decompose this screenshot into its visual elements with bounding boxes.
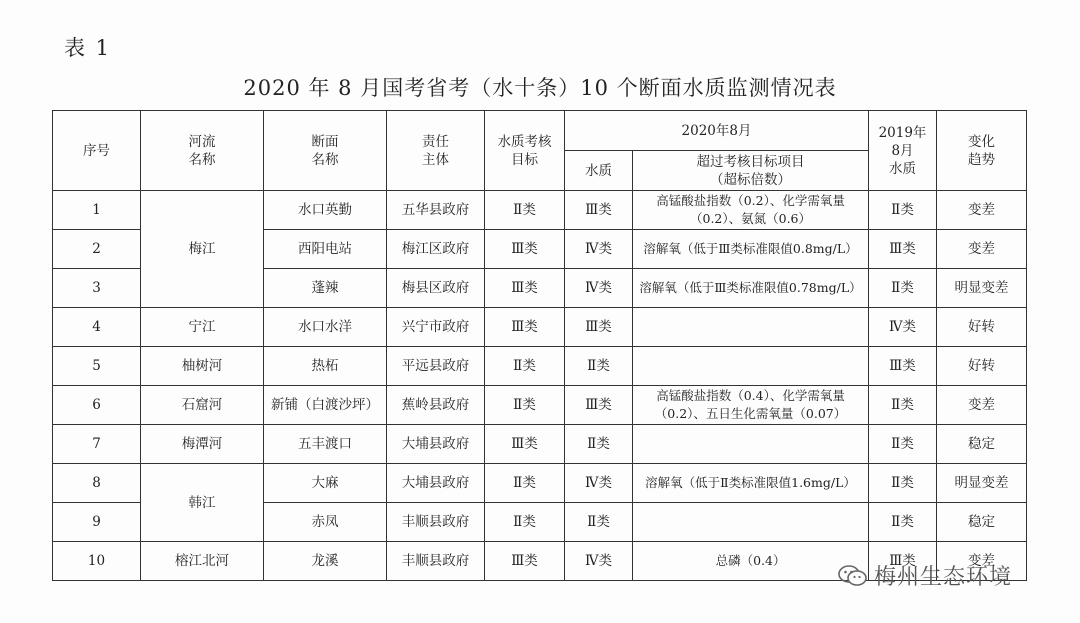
cell-quality: Ⅲ类 xyxy=(565,386,633,425)
cell-target: Ⅲ类 xyxy=(485,269,565,308)
cell-quality: Ⅳ类 xyxy=(565,269,633,308)
cell-2019: Ⅲ类 xyxy=(869,347,937,386)
cell-target: Ⅱ类 xyxy=(485,191,565,230)
table-row xyxy=(53,464,1027,503)
header-river: 河流 名称 xyxy=(141,111,264,191)
cell-river: 韩江 xyxy=(141,464,264,542)
cell-exceed: 溶解氧（低于Ⅲ类标准限值0.8mg/L） xyxy=(633,230,869,269)
header-responsible: 责任 主体 xyxy=(387,111,485,191)
cell-river: 石窟河 xyxy=(141,386,264,425)
cell-trend: 好转 xyxy=(937,308,1027,347)
cell-2019: Ⅱ类 xyxy=(869,269,937,308)
cell-section: 蓬辣 xyxy=(264,269,387,308)
cell-quality: Ⅳ类 xyxy=(565,230,633,269)
header-aug2020: 2020年8月 xyxy=(565,111,869,151)
cell-2019: Ⅱ类 xyxy=(869,503,937,542)
cell-no: 4 xyxy=(53,308,141,347)
cell-trend: 变差 xyxy=(937,386,1027,425)
cell-2019: Ⅱ类 xyxy=(869,425,937,464)
cell-exceed xyxy=(633,308,869,347)
cell-quality: Ⅲ类 xyxy=(565,308,633,347)
cell-quality: Ⅱ类 xyxy=(565,503,633,542)
cell-river: 梅潭河 xyxy=(141,425,264,464)
cell-trend: 稳定 xyxy=(937,503,1027,542)
cell-responsible: 丰顺县政府 xyxy=(387,503,485,542)
cell-no: 6 xyxy=(53,386,141,425)
cell-no: 1 xyxy=(53,191,141,230)
cell-exceed: 溶解氧（低于Ⅱ类标准限值1.6mg/L） xyxy=(633,464,869,503)
cell-trend: 好转 xyxy=(937,347,1027,386)
cell-no: 3 xyxy=(53,269,141,308)
cell-exceed xyxy=(633,347,869,386)
cell-2019: Ⅱ类 xyxy=(869,191,937,230)
cell-section: 大麻 xyxy=(264,464,387,503)
header-row-1 xyxy=(53,111,1027,151)
cell-target: Ⅲ类 xyxy=(485,230,565,269)
cell-responsible: 平远县政府 xyxy=(387,347,485,386)
cell-exceed: 高锰酸盐指数（0.4）、化学需氧量（0.2）、五日生化需氧量（0.07） xyxy=(633,386,869,425)
cell-responsible: 蕉岭县政府 xyxy=(387,386,485,425)
cell-section: 热柘 xyxy=(264,347,387,386)
watermark-text: 梅州生态环境 xyxy=(874,565,1013,590)
cell-trend: 变差 xyxy=(937,191,1027,230)
cell-exceed: 高锰酸盐指数（0.2）、化学需氧量（0.2）、氨氮（0.6） xyxy=(633,191,869,230)
cell-quality: Ⅱ类 xyxy=(565,347,633,386)
cell-2019: Ⅱ类 xyxy=(869,386,937,425)
cell-no: 2 xyxy=(53,230,141,269)
cell-river: 宁江 xyxy=(141,308,264,347)
cell-responsible: 五华县政府 xyxy=(387,191,485,230)
cell-section: 五丰渡口 xyxy=(264,425,387,464)
cell-target: Ⅱ类 xyxy=(485,503,565,542)
cell-quality: Ⅲ类 xyxy=(565,191,633,230)
header-trend: 变化 趋势 xyxy=(937,111,1027,191)
cell-quality: Ⅳ类 xyxy=(565,542,633,581)
water-quality-table xyxy=(52,110,1027,581)
cell-exceed xyxy=(633,503,869,542)
cell-trend: 明显变差 xyxy=(937,464,1027,503)
table-row xyxy=(53,308,1027,347)
header-seq: 序号 xyxy=(53,111,141,191)
cell-no: 7 xyxy=(53,425,141,464)
cell-responsible: 丰顺县政府 xyxy=(387,542,485,581)
cell-section: 西阳电站 xyxy=(264,230,387,269)
document-title: 2020 年 8 月国考省考（水十条）10 个断面水质监测情况表 xyxy=(243,76,837,100)
header-2019: 2019年 8月 水质 xyxy=(869,111,937,191)
cell-no: 9 xyxy=(53,503,141,542)
cell-section: 新铺（白渡沙坪） xyxy=(264,386,387,425)
cell-no: 5 xyxy=(53,347,141,386)
cell-section: 赤凤 xyxy=(264,503,387,542)
cell-trend: 变差 xyxy=(937,542,1027,581)
cell-trend: 稳定 xyxy=(937,425,1027,464)
cell-2019: Ⅳ类 xyxy=(869,308,937,347)
table-row xyxy=(53,347,1027,386)
cell-2019: Ⅲ类 xyxy=(869,230,937,269)
cell-river: 榕江北河 xyxy=(141,542,264,581)
cell-target: Ⅲ类 xyxy=(485,542,565,581)
cell-exceed: 溶解氧（低于Ⅲ类标准限值0.78mg/L） xyxy=(633,269,869,308)
cell-target: Ⅱ类 xyxy=(485,347,565,386)
cell-target: Ⅱ类 xyxy=(485,464,565,503)
cell-no: 10 xyxy=(53,542,141,581)
cell-trend: 变差 xyxy=(937,230,1027,269)
cell-target: Ⅱ类 xyxy=(485,386,565,425)
header-exceed: 超过考核目标项目 （超标倍数） xyxy=(633,151,869,191)
cell-responsible: 梅县区政府 xyxy=(387,269,485,308)
header-section: 断面 名称 xyxy=(264,111,387,191)
cell-quality: Ⅳ类 xyxy=(565,464,633,503)
table-label: 表 1 xyxy=(64,36,112,60)
header-target: 水质考核 目标 xyxy=(485,111,565,191)
table-row xyxy=(53,425,1027,464)
cell-responsible: 兴宁市政府 xyxy=(387,308,485,347)
cell-target: Ⅲ类 xyxy=(485,308,565,347)
cell-section: 水口英勤 xyxy=(264,191,387,230)
cell-river: 柚树河 xyxy=(141,347,264,386)
header-quality: 水质 xyxy=(565,151,633,191)
cell-responsible: 梅江区政府 xyxy=(387,230,485,269)
cell-responsible: 大埔县政府 xyxy=(387,464,485,503)
cell-responsible: 大埔县政府 xyxy=(387,425,485,464)
cell-quality: Ⅱ类 xyxy=(565,425,633,464)
cell-2019: Ⅱ类 xyxy=(869,464,937,503)
cell-exceed: 总磷（0.4） xyxy=(633,542,869,581)
table-row xyxy=(53,191,1027,230)
table-row xyxy=(53,386,1027,425)
cell-target: Ⅲ类 xyxy=(485,425,565,464)
cell-section: 龙溪 xyxy=(264,542,387,581)
cell-exceed xyxy=(633,425,869,464)
wechat-icon xyxy=(838,564,868,588)
account-watermark xyxy=(838,560,1012,591)
cell-2019: Ⅲ类 xyxy=(869,542,937,581)
cell-trend: 明显变差 xyxy=(937,269,1027,308)
cell-no: 8 xyxy=(53,464,141,503)
cell-section: 水口水洋 xyxy=(264,308,387,347)
cell-river: 梅江 xyxy=(141,191,264,308)
